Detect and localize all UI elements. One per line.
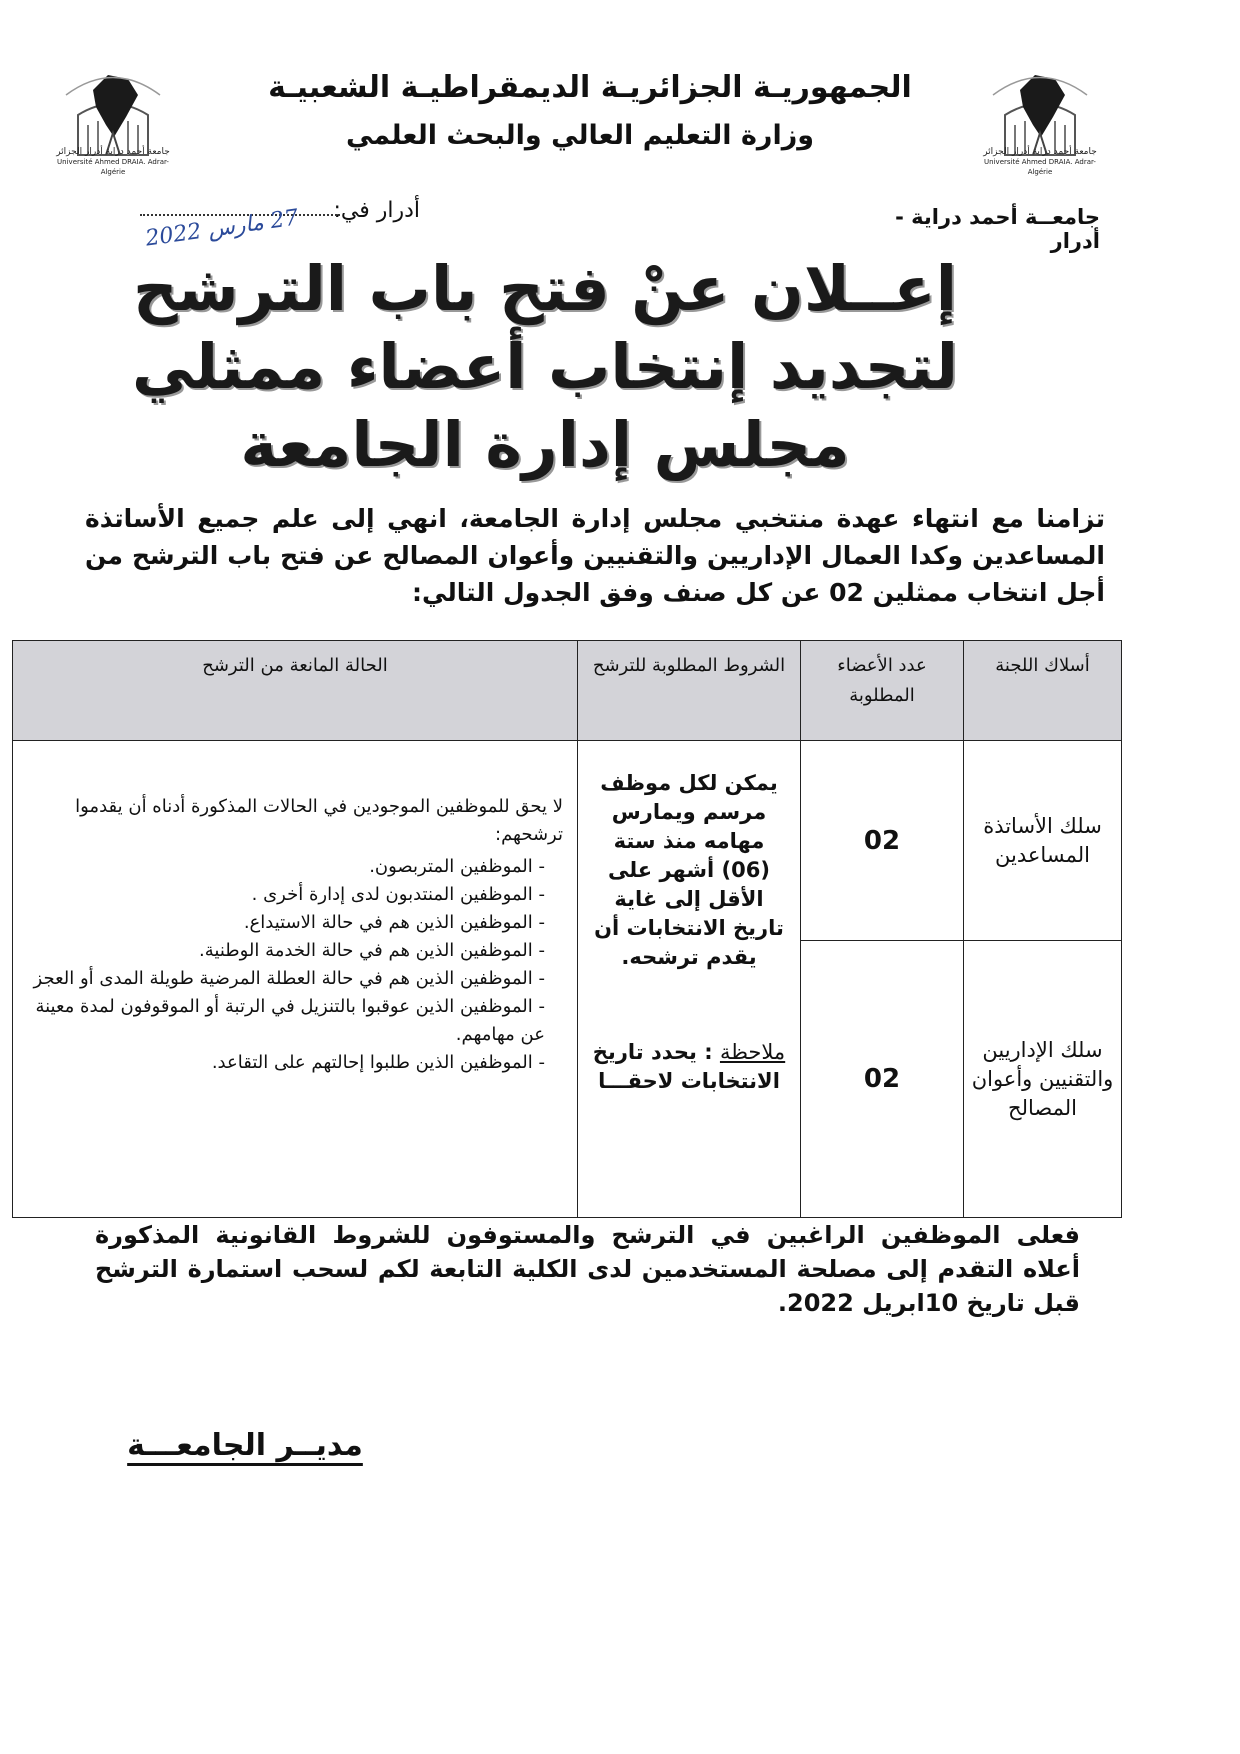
- row-count: 02: [801, 741, 964, 941]
- title-line-1: إعــلان عنْ فتح باب الترشح: [133, 252, 957, 325]
- note: [588, 1038, 790, 1096]
- exclusions-cell: [13, 741, 578, 1218]
- list-item: - الموظفين الذين هم في حالة الاستيداع.: [23, 909, 545, 937]
- university-logo-right: [975, 55, 1105, 179]
- note-text: : يحدد تاريخ الانتخابات لاحقـــا: [592, 1040, 780, 1093]
- title-line-2: لتجديد إنتخاب أعضاء ممثلي: [131, 330, 958, 403]
- list-item: - الموظفين الذين عوقبوا بالتنزيل في الرتبة أو الموقوفون لمدة معينة عن مهامهم.: [23, 993, 545, 1049]
- header-exclusions: الحالة المانعة من الترشح: [13, 641, 578, 741]
- list-item: - الموظفين المتربصون.: [23, 853, 545, 881]
- republic-heading: الجمهوريـة الجزائريـة الديمقراطيـة الشعبيـة: [268, 70, 912, 105]
- candidacy-table: [12, 640, 1122, 1218]
- note-label: ملاحظة: [719, 1040, 786, 1064]
- intro-paragraph: تزامنا مع انتهاء عهدة منتخبي مجلس إدارة الجامعة، انهي إلى علم جميع الأساتذة المساعدين وكدا العمال الإداريين والتقنيين وأعوان المصالح عن فتح باب الترشح من أجل انتخاب ممثلين 02 عن كل صنف وفق الجدول التالي:: [85, 504, 1105, 607]
- exclusions-list: [23, 853, 563, 1077]
- university-logo-left: [48, 55, 178, 179]
- header-corps: أسلاك اللجنة: [964, 641, 1122, 741]
- closing-paragraph: فعلى الموظفين الراغبين في الترشح والمستوفون للشروط القانونية المذكورة أعلاه التقدم إلى مصلحة المستخدمين لدى الكلية التابعة لكم لسحب استمارة الترشح قبل تاريخ 10ابريل 2022.: [95, 1221, 1080, 1317]
- list-item: - الموظفين الذين هم في حالة العطلة المرضية طويلة المدى أو العجز: [23, 965, 545, 993]
- logo-caption-fr: Université Ahmed DRAIA. Adrar-Algérie: [57, 158, 169, 176]
- logo-caption-ar: جامعة أحمد دراية أدرار الجزائر: [56, 147, 170, 157]
- header-count: عدد الأعضاء المطلوبة: [801, 641, 964, 741]
- list-item: - الموظفين الذين طلبوا إحالتهم على التقاعد.: [23, 1049, 545, 1077]
- title-line-3: مجلس إدارة الجامعة: [240, 408, 850, 481]
- exclusions-intro: لا يحق للموظفين الموجودين في الحالات المذكورة أدناه أن يقدموا ترشحهم:: [75, 796, 563, 845]
- table-row: [13, 741, 1122, 941]
- university-name: جامعــة أحمد دراية - أدرار: [895, 205, 1100, 253]
- conditions-text: يمكن لكل موظف مرسم ويمارس مهامه منذ ستة (06) أشهر على الأقل إلى غاية تاريخ الانتخابات أن يقدم ترشحه.: [594, 771, 784, 969]
- row-corps: سلك الإداريين والتقنيين وأعوان المصالح: [964, 941, 1122, 1218]
- ministry-heading: وزارة التعليم العالي والبحث العلمي: [345, 120, 815, 151]
- row-count: 02: [801, 941, 964, 1218]
- date-line: [100, 198, 420, 252]
- row-corps: سلك الأساتذة المساعدين: [964, 741, 1122, 941]
- signature-title: مديــر الجامعـــة: [127, 1428, 363, 1463]
- header-conditions: الشروط المطلوبة للترشح: [578, 641, 801, 741]
- logo-caption-fr: Université Ahmed DRAIA. Adrar-Algérie: [984, 158, 1096, 176]
- logo-caption-ar: جامعة أحمد دراية أدرار الجزائر: [983, 147, 1097, 157]
- conditions-cell: [578, 741, 801, 1218]
- date-place-label: أدرار في:: [333, 198, 420, 223]
- handwritten-date: 27 مارس 2022: [144, 205, 300, 252]
- list-item: - الموظفين المنتدبون لدى إدارة أخرى .: [23, 881, 545, 909]
- list-item: - الموظفين الذين هم في حالة الخدمة الوطنية.: [23, 937, 545, 965]
